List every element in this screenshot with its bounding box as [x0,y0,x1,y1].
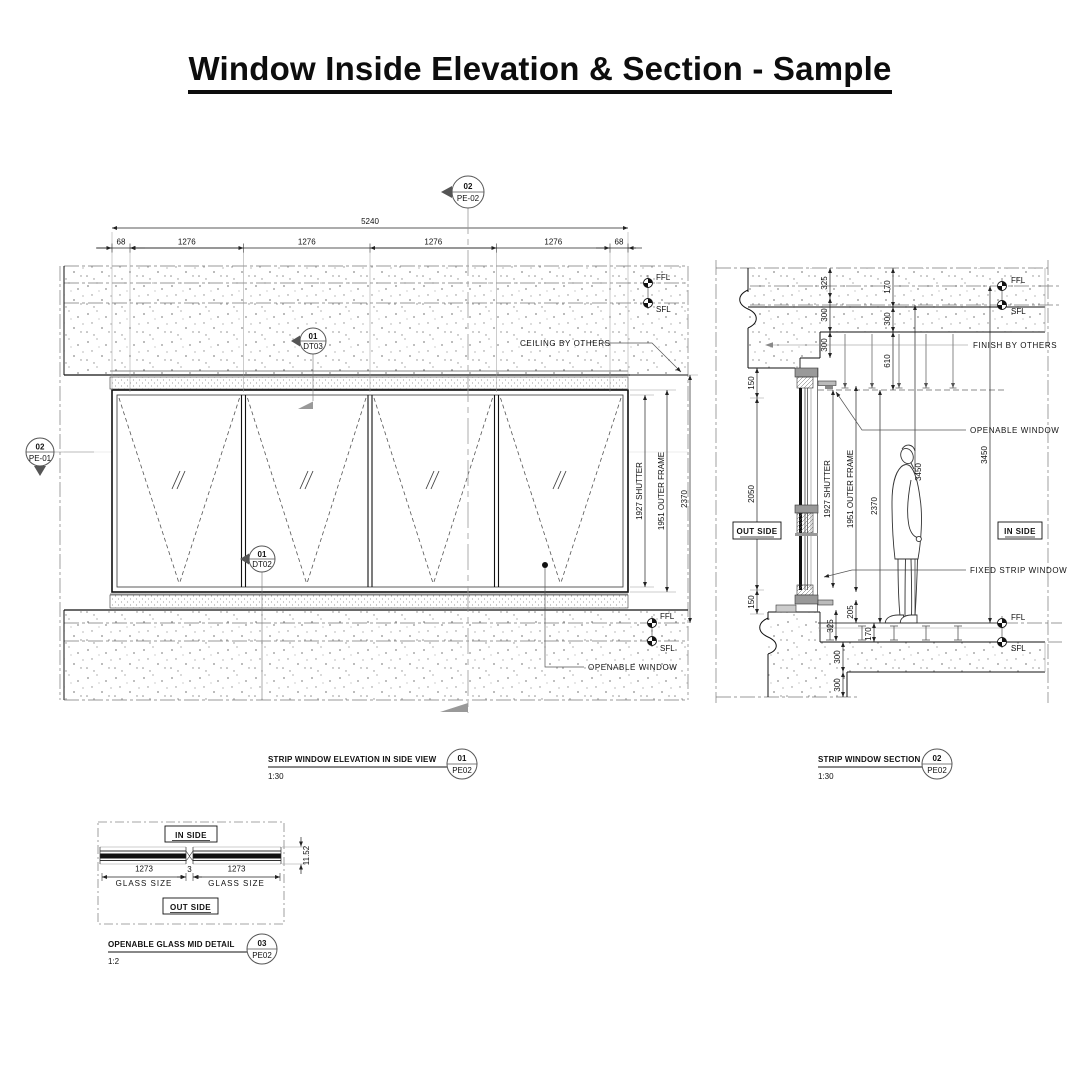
openable-window-label: OPENABLE WINDOW [970,426,1060,435]
plaster-band-top [110,377,628,389]
level-marker-icon [998,619,1007,628]
finish-by-others-label: FINISH BY OTHERS [973,341,1058,350]
marker-arrow-icon [441,186,452,198]
dim: 300 [833,650,842,664]
sfl-label: SFL [1011,307,1026,316]
dim-seg: 68 [614,237,624,247]
dim-seg: 1276 [544,237,563,247]
section-left-dimensions [747,368,764,614]
view-scale: 1:30 [268,772,284,781]
marker-number: 02 [35,442,45,452]
openable-window-label: OPENABLE WINDOW [588,663,678,672]
dim-total-width: 5240 [361,217,379,226]
ceiling-label: CEILING BY OTHERS [520,339,611,348]
ceiling-hanger-icon [869,334,876,388]
view-scale: 1:2 [108,957,120,966]
level-marker-icon [644,279,653,288]
dim-seg: 1276 [297,237,316,247]
level-marker-icon [998,301,1007,310]
ceiling-hanger-icon [842,334,849,388]
section-cut-flag-icon [440,703,468,712]
detail-width-dimensions [102,865,280,889]
dim: 150 [747,376,756,390]
outside-tag [733,522,781,539]
glass-assembly [100,847,281,864]
dim: 2050 [747,485,756,503]
sfl-label: SFL [1011,644,1026,653]
view-ref-number: 02 [932,754,942,763]
dim: 300 [833,678,842,692]
ceiling-hanger-icon [950,334,957,388]
marker-number: 01 [257,550,267,559]
dim: 300 [883,312,892,326]
dim-floor-height: 3450 [914,463,923,481]
leader-dot-icon [542,562,548,568]
marker-sheet: PE-01 [28,454,52,463]
dim-shutter-height: 1927 SHUTTER [635,462,644,520]
detail-thickness-dimension [282,837,311,874]
view-ref-sheet: PE02 [927,766,947,775]
fixed-annotation-section [824,566,1067,577]
inside-label: IN SIDE [1004,527,1036,536]
dim-glass-width: 1273 [227,864,246,874]
elevation-window [112,390,628,592]
dim-opening-height: 2370 [680,490,689,508]
page-title: Window Inside Elevation & Section - Sample [188,50,891,94]
glass-size-label: GLASS SIZE [115,879,173,888]
dim: 205 [846,605,855,619]
raised-floor [818,623,1005,640]
glass-size-label: GLASS SIZE [208,879,265,888]
view-title: STRIP WINDOW ELEVATION IN SIDE VIEW [268,755,437,764]
marker-sheet: PE-02 [456,194,480,203]
view-title: OPENABLE GLASS MID DETAIL [108,940,235,949]
ffl-label: FFL [656,273,671,282]
level-marker-icon [648,637,657,646]
marker-number: 02 [463,182,473,191]
ffl-label: FFL [1011,613,1026,622]
dim-seg: 1276 [424,237,443,247]
level-marker-icon [648,619,657,628]
view-ref-number: 03 [257,939,267,948]
dim-seg: 1276 [177,237,196,247]
ffl-label: FFL [1011,276,1026,285]
dim-gap: 3 [187,865,192,874]
dim-glass-width: 1273 [135,864,153,874]
dim: 300 [820,308,829,322]
dim: 325 [826,619,835,633]
glass-mid-detail [98,822,311,966]
dim: 150 [747,595,756,609]
dim: 300 [820,338,829,352]
section-drawing [716,260,1067,781]
section-level-markers [998,276,1027,653]
marker-number: 01 [308,332,318,341]
dim-opening-height: 2370 [870,497,879,515]
ceiling-hanger-icon [923,334,930,388]
elevation-caption [268,749,477,781]
ceiling-hanger-icon [896,334,903,388]
marker-sheet: DT03 [303,342,323,351]
level-marker-icon [998,638,1007,647]
dim-floor-height: 3450 [980,446,989,464]
outside-label: OUT SIDE [170,903,211,912]
level-marker-icon [644,299,653,308]
fixed-strip-window-label: FIXED STRIP WINDOW [970,566,1068,575]
detail-inside-tag [165,826,217,842]
view-title: STRIP WINDOW SECTION [818,755,921,764]
outside-label: OUT SIDE [736,527,778,536]
dim: 170 [883,280,892,294]
view-ref-sheet: PE02 [252,951,272,960]
dim-outer-frame-height: 1951 OUTER FRAME [657,451,666,531]
marker-arrow-icon [34,466,46,476]
plaster-band-bottom [110,595,628,608]
dim-shutter-height: 1927 SHUTTER [823,460,832,518]
level-marker-icon [998,282,1007,291]
section-caption [818,749,952,781]
dim: 610 [883,354,892,368]
dim: 325 [820,276,829,290]
dim-seg: 68 [116,237,126,247]
inside-tag [998,522,1042,539]
sfl-label: SFL [656,305,671,314]
dim: 170 [864,627,873,641]
sfl-label: SFL [660,644,675,653]
openable-annotation-section [836,392,1059,435]
ffl-label: FFL [660,612,675,621]
inside-label: IN SIDE [175,831,207,840]
detail-outside-tag [163,898,218,914]
view-ref-number: 01 [457,754,467,763]
view-scale: 1:30 [818,772,834,781]
dim-thickness: 11.52 [302,845,311,866]
view-ref-sheet: PE02 [452,766,472,775]
detail-caption [108,934,277,966]
elevation-drawing [26,176,698,781]
marker-sheet: DT02 [252,560,272,569]
dim-outer-frame-height: 1951 OUTER FRAME [846,449,855,529]
